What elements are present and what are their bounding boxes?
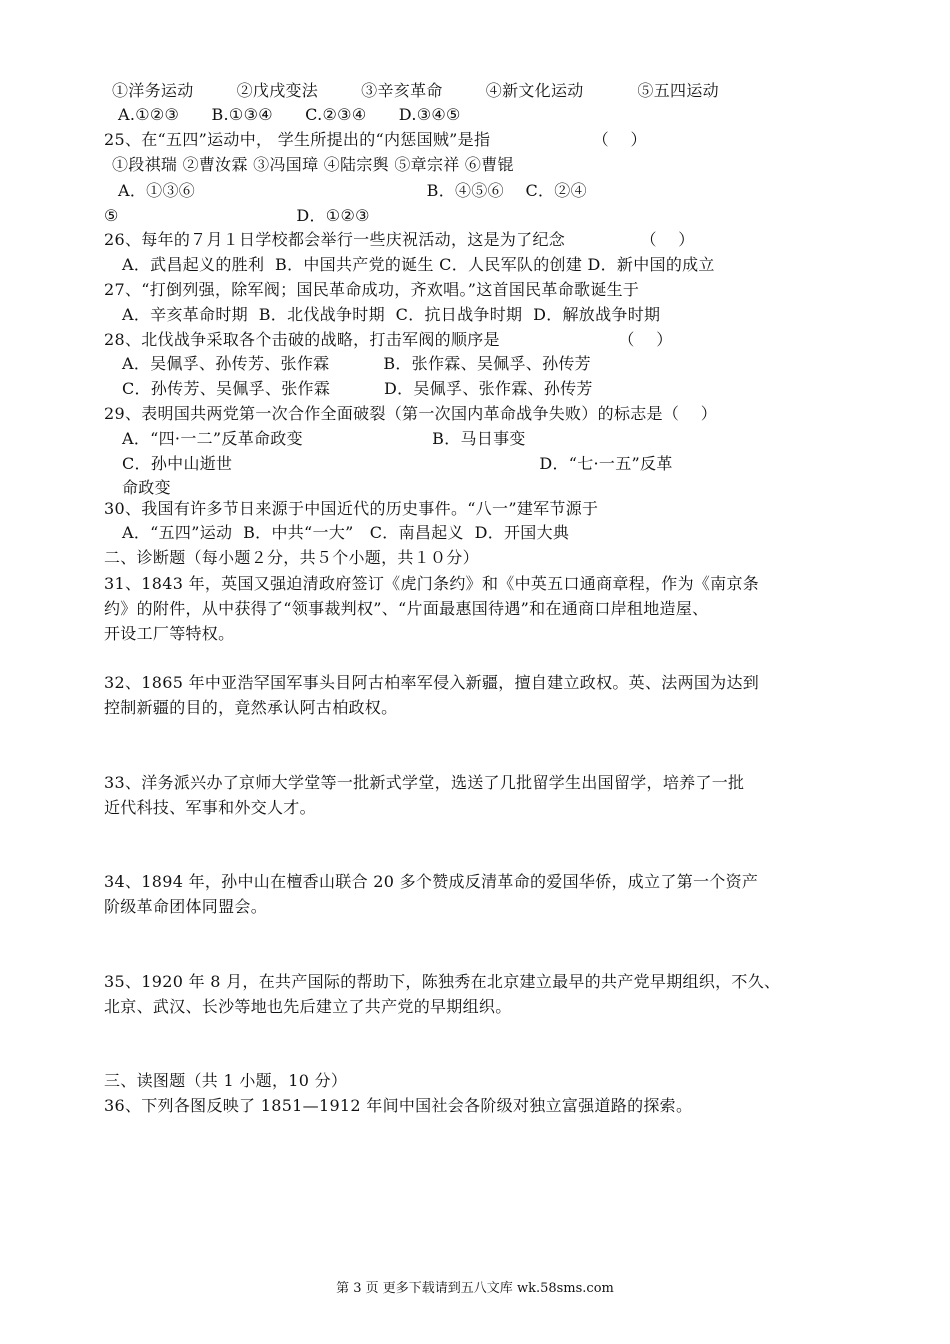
q32-line-2: 控制新疆的目的，竟然承认阿古柏政权。 [104,698,398,717]
q25-options-list: ①段祺瑞 ②曹汝霖 ③冯国璋 ④陆宗舆 ⑤章宗祥 ⑥曹锟 [112,155,514,174]
q26-stem: 26、每年的７月１日学校都会举行一些庆祝活动，这是为了纪念 （ ） [104,230,695,249]
page-footer: 第 3 页 更多下载请到五八文库 wk.58sms.com [336,1281,614,1296]
q25-choices-d: ⑤ D．①②③ [104,206,370,225]
q36-stem: 36、下列各图反映了 1851—1912 年间中国社会各阶级对独立富强道路的探索。 [104,1096,693,1115]
q32-line-1: 32、1865 年中亚浩罕国军事头目阿古柏率军侵入新疆，擅自建立政权。英、法两国为达到 [104,673,760,692]
q29-choices-ab: A．“四·一二”反革命政变 B．马日事变 [122,429,526,448]
q35-line-1: 35、1920 年 8 月，在共产国际的帮助下，陈独秀在北京建立最早的共产党早期组织，不久、 [104,972,781,991]
section-two-heading: 二、诊断题（每小题２分，共５个小题，共１０分） [104,548,479,567]
q34-line-2: 阶级革命团体同盟会。 [104,897,268,916]
q29-choices-cd: C．孙中山逝世 D．“七·一五”反革 [122,454,673,473]
q28-choices-cd: C．孙传芳、吴佩孚、张作霖 D．吴佩孚、张作霖、孙传芳 [122,379,593,398]
q27-stem: 27、“打倒列强，除军阀；国民革命成功，齐欢唱。”这首国民革命歌诞生于 [104,280,640,299]
q28-stem: 28、北伐战争采取各个击破的战略，打击军阀的顺序是 （ ） [104,330,673,349]
q24-options-list: ①洋务运动 ②戊戌变法 ③辛亥革命 ④新文化运动 ⑤五四运动 [112,81,719,100]
q29-choices-d-cont: 命政变 [122,478,171,497]
q31-line-2: 约》的附件，从中获得了“领事裁判权”、“片面最惠国待遇”和在通商口岸租地造屋、 [104,599,709,618]
q27-choices: A．辛亥革命时期 B．北伐战争时期 C．抗日战争时期 D．解放战争时期 [122,305,661,324]
q31-line-3: 开设工厂等特权。 [104,624,235,643]
q25-choices-a-c: A．①③⑥ B．④⑤⑥ C．②④ [118,181,587,200]
section-three-heading: 三、读图题（共 1 小题，10 分） [104,1071,348,1090]
q28-choices-ab: A．吴佩孚、孙传芳、张作霖 B．张作霖、吴佩孚、孙传芳 [122,354,591,373]
q33-line-2: 近代科技、军事和外交人才。 [104,798,316,817]
q26-choices: A．武昌起义的胜利 B．中国共产党的诞生 C．人民军队的创建 D．新中国的成立 [122,255,715,274]
q29-stem: 29、表明国共两党第一次合作全面破裂（第一次国内革命战争失败）的标志是（ ） [104,404,718,423]
q31-line-1: 31、1843 年，英国又强迫清政府签订《虎门条约》和《中英五口通商章程，作为《南京条 [104,574,760,593]
q30-stem: 30、我国有许多节日来源于中国近代的历史事件。“八一”建军节源于 [104,499,599,518]
q30-choices: A．“五四”运动 B．中共“一大” C．南昌起义 D．开国大典 [122,523,570,542]
q25-stem: 25、在“五四”运动中， 学生所提出的“内惩国贼”是指 （ ） [104,130,647,149]
q33-line-1: 33、洋务派兴办了京师大学堂等一批新式学堂，选送了几批留学生出国留学，培养了一批 [104,773,745,792]
q34-line-1: 34、1894 年，孙中山在檀香山联合 20 多个赞成反清革命的爱国华侨，成立了第一个资产 [104,872,759,891]
q35-line-2: 北京、武汉、长沙等地也先后建立了共产党的早期组织。 [104,997,512,1016]
q24-choices: A.①②③ B.①③④ C.②③④ D.③④⑤ [118,105,461,124]
